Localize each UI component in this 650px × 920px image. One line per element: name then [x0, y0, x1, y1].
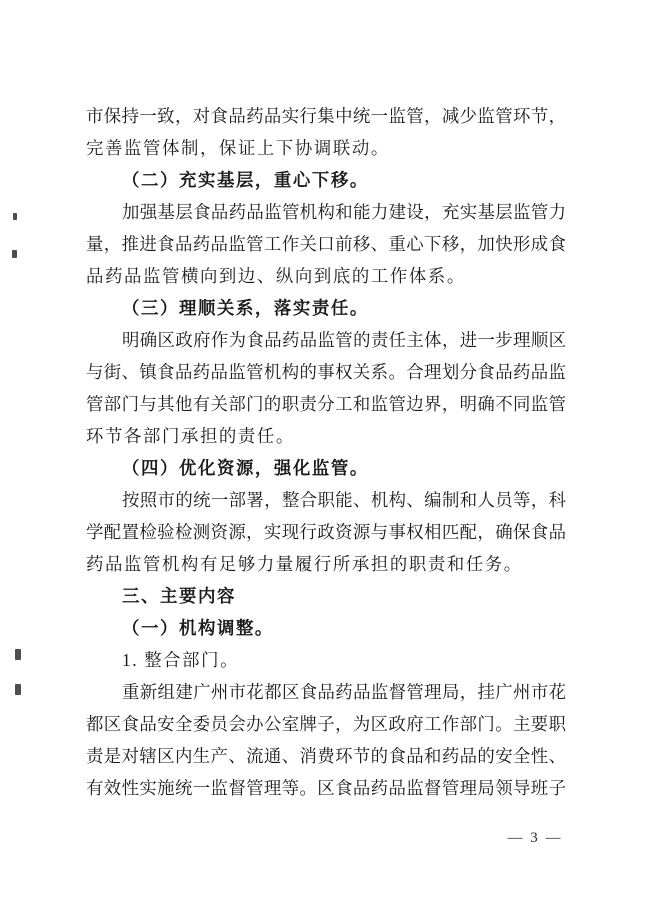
paragraph-line: 责是对辖区内生产、流通、消费环节的食品和药品的安全性、 [86, 746, 566, 766]
paragraph-line: 品药品监管横向到边、纵向到底的工作体系。 [86, 266, 466, 286]
section-heading: （一）机构调整。 [122, 618, 274, 638]
paragraph-line: 环节各部门承担的责任。 [86, 426, 295, 446]
section-heading: （四）优化资源，强化监管。 [122, 458, 369, 478]
numbered-item-heading: 1. 整合部门。 [122, 650, 240, 670]
section-heading: （二）充实基层，重心下移。 [122, 170, 369, 190]
scan-artifact [15, 649, 21, 660]
paragraph-line: 市保持一致，对食品药品实行集中统一监管，减少监管环节， [86, 106, 566, 126]
paragraph-line: 与街、镇食品药品监管机构的事权关系。合理划分食品药品监 [86, 362, 566, 382]
paragraph-line: 完善监管体制，保证上下协调联动。 [86, 138, 390, 158]
paragraph-line: 加强基层食品药品监管机构和能力建设，充实基层监管力 [122, 202, 566, 222]
paragraph-line: 管部门与其他有关部门的职责分工和监管边界，明确不同监管 [86, 394, 566, 414]
scan-artifact [15, 684, 21, 695]
paragraph-line: 有效性实施统一监督管理等。区食品药品监督管理局领导班子 [86, 778, 566, 798]
section-heading: （三）理顺关系，落实责任。 [122, 298, 369, 318]
paragraph-line: 重新组建广州市花都区食品药品监督管理局，挂广州市花 [122, 682, 566, 702]
paragraph-line: 药品监管机构有足够力量履行所承担的职责和任务。 [86, 554, 523, 574]
scan-artifact [12, 250, 17, 258]
document-body [86, 100, 566, 804]
paragraph-line: 明确区政府作为食品药品监管的责任主体，进一步理顺区 [122, 330, 566, 350]
paragraph-line: 学配置检验检测资源，实现行政资源与事权相匹配，确保食品 [86, 522, 566, 542]
scan-artifact [13, 213, 17, 220]
paragraph-line: 都区食品安全委员会办公室牌子，为区政府工作部门。主要职 [86, 714, 566, 734]
paragraph-line: 按照市的统一部署，整合职能、机构、编制和人员等，科 [122, 490, 566, 510]
chapter-heading: 三、主要内容 [122, 586, 236, 606]
page-number: — 3 — [507, 830, 563, 846]
paragraph-line: 量，推进食品药品监管工作关口前移、重心下移，加快形成食 [86, 234, 566, 254]
